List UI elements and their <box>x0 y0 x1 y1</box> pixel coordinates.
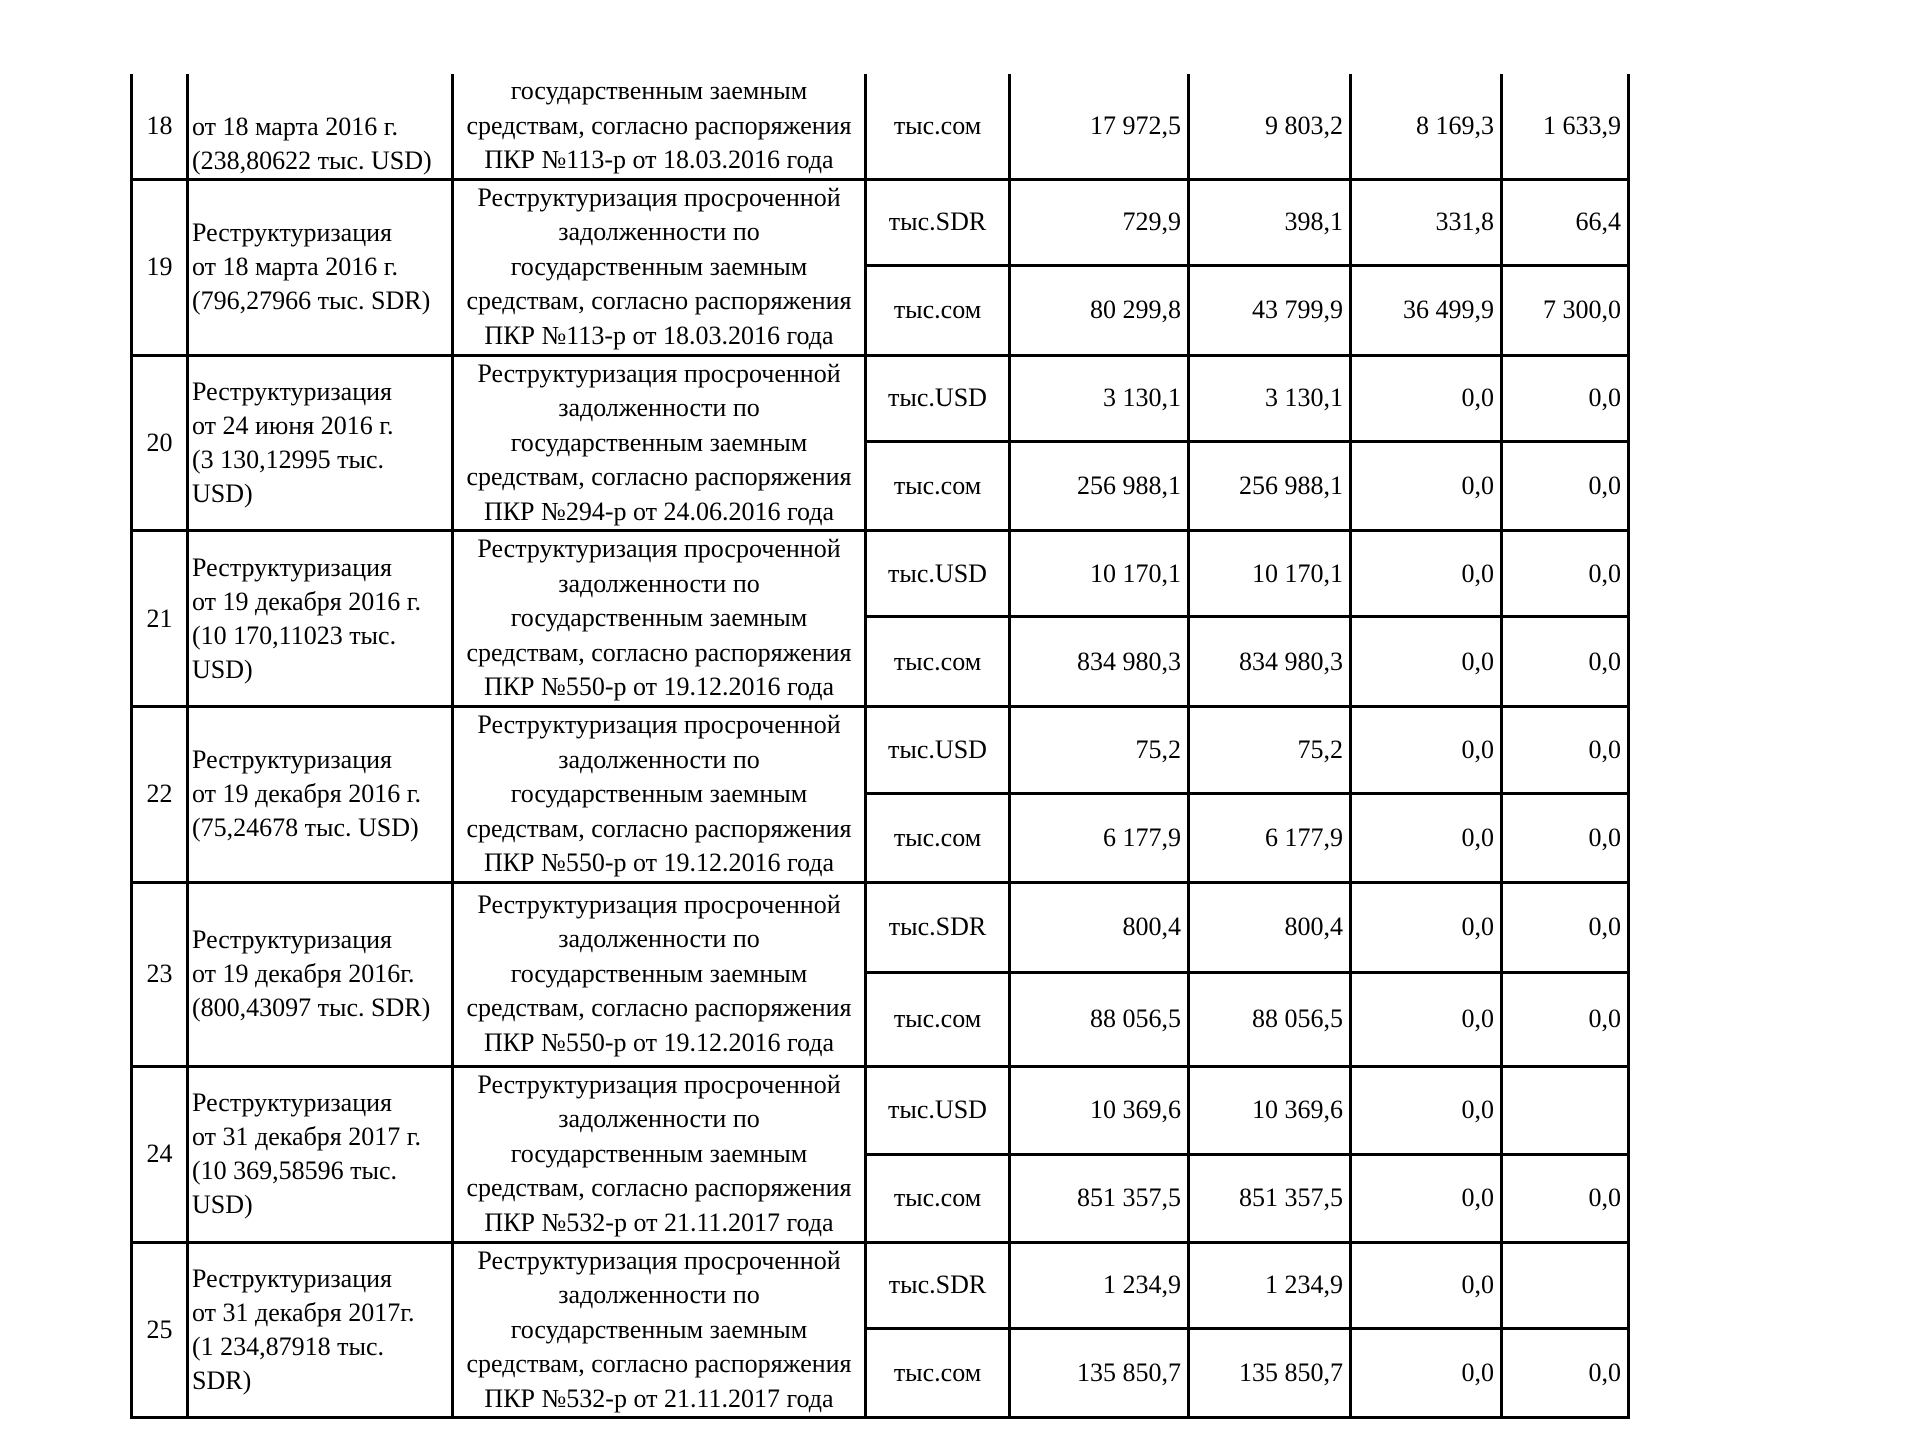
currency-unit: тыс.сом <box>866 265 1010 355</box>
currency-unit: тыс.SDR <box>866 882 1010 972</box>
amount-col-4: 66,4 <box>1502 179 1629 265</box>
restructuring-basis: Реструктуризация просроченной задолженности по государственным заемным средствам, согласно распоряжения ПКР №550-р от 19.12.2016 года <box>453 707 866 883</box>
restructuring-name: Реструктуризация от 24 июня 2016 г. (3 130,12995 тыс. USD) <box>188 355 453 531</box>
amount-col-4 <box>1502 1242 1629 1329</box>
restructuring-name: Реструктуризация от 19 декабря 2016 г. (10 170,11023 тыс. USD) <box>188 531 453 707</box>
amount-col-3: 0,0 <box>1351 355 1502 442</box>
restructuring-basis: государственным заемным средствам, согласно распоряжения ПКР №113-р от 18.03.2016 года <box>453 74 866 179</box>
currency-unit: тыс.USD <box>866 707 1010 794</box>
amount-col-3: 0,0 <box>1351 1066 1502 1154</box>
amount-col-3: 0,0 <box>1351 442 1502 531</box>
total-amount: 10 369,6 <box>1010 1066 1189 1154</box>
restructuring-name: Реструктуризация от 18 марта 2016 г. (796,27966 тыс. SDR) <box>188 179 453 355</box>
row-number: 22 <box>132 707 188 883</box>
restructuring-basis: Реструктуризация просроченной задолженности по государственным заемным средствам, согласно распоряжения ПКР №532-р от 21.11.2017 года <box>453 1242 866 1418</box>
amount-col-2: 88 056,5 <box>1189 972 1351 1066</box>
currency-unit: тыс.SDR <box>866 179 1010 265</box>
total-amount: 1 234,9 <box>1010 1242 1189 1329</box>
amount-col-3: 0,0 <box>1351 1242 1502 1329</box>
row-number: 24 <box>132 1066 188 1242</box>
amount-col-2: 135 850,7 <box>1189 1329 1351 1418</box>
currency-unit: тыс.USD <box>866 355 1010 442</box>
amount-col-4: 0,0 <box>1502 1329 1629 1418</box>
amount-col-2: 256 988,1 <box>1189 442 1351 531</box>
currency-unit: тыс.USD <box>866 531 1010 617</box>
amount-col-3: 331,8 <box>1351 179 1502 265</box>
row-number: 23 <box>132 882 188 1066</box>
amount-col-4: 0,0 <box>1502 793 1629 882</box>
total-amount: 135 850,7 <box>1010 1329 1189 1418</box>
total-amount: 256 988,1 <box>1010 442 1189 531</box>
currency-unit: тыс.USD <box>866 1066 1010 1154</box>
table-row <box>132 882 1629 972</box>
amount-col-4: 0,0 <box>1502 707 1629 794</box>
amount-col-4: 1 633,9 <box>1502 74 1629 179</box>
amount-col-2: 9 803,2 <box>1189 74 1351 179</box>
amount-col-3: 0,0 <box>1351 1329 1502 1418</box>
restructuring-name: Реструктуризация от 19 декабря 2016г. (800,43097 тыс. SDR) <box>188 882 453 1066</box>
restructuring-name: Реструктуризация от 31 декабря 2017 г. (10 369,58596 тыс. USD) <box>188 1066 453 1242</box>
row-number: 20 <box>132 355 188 531</box>
currency-unit: тыс.сом <box>866 793 1010 882</box>
amount-col-2: 75,2 <box>1189 707 1351 794</box>
currency-unit: тыс.сом <box>866 972 1010 1066</box>
row-number: 18 <box>132 74 188 179</box>
currency-unit: тыс.сом <box>866 617 1010 707</box>
table-row <box>132 1066 1629 1154</box>
restructuring-name: Реструктуризация от 19 декабря 2016 г. (75,24678 тыс. USD) <box>188 707 453 883</box>
amount-col-2: 1 234,9 <box>1189 1242 1351 1329</box>
total-amount: 851 357,5 <box>1010 1154 1189 1242</box>
amount-col-2: 398,1 <box>1189 179 1351 265</box>
total-amount: 88 056,5 <box>1010 972 1189 1066</box>
table-row <box>132 179 1629 265</box>
currency-unit: тыс.сом <box>866 442 1010 531</box>
amount-col-3: 0,0 <box>1351 882 1502 972</box>
restructuring-basis: Реструктуризация просроченной задолженности по государственным заемным средствам, согласно распоряжения ПКР №113-р от 18.03.2016 года <box>453 179 866 355</box>
amount-col-3: 0,0 <box>1351 972 1502 1066</box>
amount-col-4: 0,0 <box>1502 442 1629 531</box>
amount-col-2: 3 130,1 <box>1189 355 1351 442</box>
table-row <box>132 531 1629 617</box>
row-number: 19 <box>132 179 188 355</box>
amount-col-2: 43 799,9 <box>1189 265 1351 355</box>
amount-col-2: 800,4 <box>1189 882 1351 972</box>
total-amount: 75,2 <box>1010 707 1189 794</box>
table-row <box>132 1242 1629 1329</box>
amount-col-4: 0,0 <box>1502 972 1629 1066</box>
amount-col-4: 0,0 <box>1502 1154 1629 1242</box>
debt-restructuring-table <box>130 74 1630 1419</box>
amount-col-2: 834 980,3 <box>1189 617 1351 707</box>
amount-col-2: 6 177,9 <box>1189 793 1351 882</box>
row-number: 25 <box>132 1242 188 1418</box>
total-amount: 3 130,1 <box>1010 355 1189 442</box>
restructuring-basis: Реструктуризация просроченной задолженности по государственным заемным средствам, согласно распоряжения ПКР №550-р от 19.12.2016 года <box>453 882 866 1066</box>
total-amount: 729,9 <box>1010 179 1189 265</box>
restructuring-name: от 18 марта 2016 г. (238,80622 тыс. USD) <box>188 74 453 179</box>
table-row <box>132 74 1629 179</box>
total-amount: 800,4 <box>1010 882 1189 972</box>
currency-unit: тыс.сом <box>866 1329 1010 1418</box>
restructuring-basis: Реструктуризация просроченной задолженности по государственным заемным средствам, согласно распоряжения ПКР №294-р от 24.06.2016 года <box>453 355 866 531</box>
currency-unit: тыс.сом <box>866 1154 1010 1242</box>
amount-col-3: 0,0 <box>1351 1154 1502 1242</box>
amount-col-2: 10 170,1 <box>1189 531 1351 617</box>
total-amount: 10 170,1 <box>1010 531 1189 617</box>
amount-col-3: 0,0 <box>1351 531 1502 617</box>
currency-unit: тыс.SDR <box>866 1242 1010 1329</box>
total-amount: 17 972,5 <box>1010 74 1189 179</box>
row-number: 21 <box>132 531 188 707</box>
table-row <box>132 707 1629 794</box>
amount-col-3: 0,0 <box>1351 793 1502 882</box>
total-amount: 834 980,3 <box>1010 617 1189 707</box>
amount-col-4 <box>1502 1066 1629 1154</box>
total-amount: 80 299,8 <box>1010 265 1189 355</box>
table-row <box>132 355 1629 442</box>
amount-col-2: 10 369,6 <box>1189 1066 1351 1154</box>
restructuring-basis: Реструктуризация просроченной задолженности по государственным заемным средствам, согласно распоряжения ПКР №550-р от 19.12.2016 года <box>453 531 866 707</box>
amount-col-4: 0,0 <box>1502 531 1629 617</box>
amount-col-4: 0,0 <box>1502 355 1629 442</box>
amount-col-3: 36 499,9 <box>1351 265 1502 355</box>
amount-col-4: 0,0 <box>1502 617 1629 707</box>
amount-col-3: 0,0 <box>1351 707 1502 794</box>
restructuring-basis: Реструктуризация просроченной задолженности по государственным заемным средствам, согласно распоряжения ПКР №532-р от 21.11.2017 года <box>453 1066 866 1242</box>
amount-col-2: 851 357,5 <box>1189 1154 1351 1242</box>
amount-col-4: 7 300,0 <box>1502 265 1629 355</box>
amount-col-3: 0,0 <box>1351 617 1502 707</box>
amount-col-4: 0,0 <box>1502 882 1629 972</box>
currency-unit: тыс.сом <box>866 74 1010 179</box>
amount-col-3: 8 169,3 <box>1351 74 1502 179</box>
restructuring-name: Реструктуризация от 31 декабря 2017г. (1 234,87918 тыс. SDR) <box>188 1242 453 1418</box>
total-amount: 6 177,9 <box>1010 793 1189 882</box>
